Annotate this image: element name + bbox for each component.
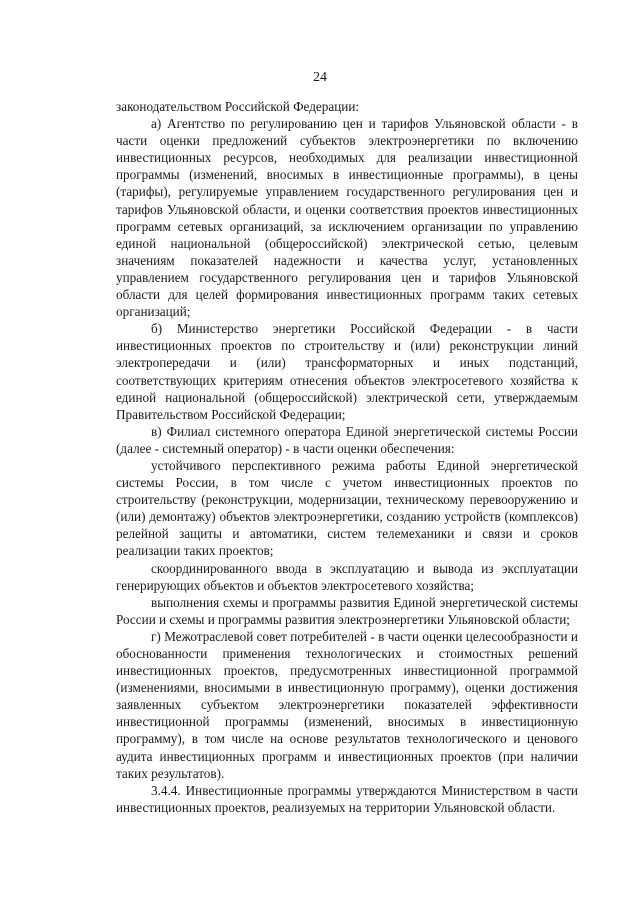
paragraph-stable-mode: устойчивого перспективного режима работы Единой энергетической системы России, в том числе с учетом инвестиционных проектов по строительству (реконструкции, модернизации, техническому перевооружению и (или) демонтажу) объектов электроэнергетики, созданию устройств (комплексов) релейной защиты и автоматики, систем телемеханики и связи и сроков реализации таких проектов; <box>116 457 578 559</box>
paragraph-3-4-4: 3.4.4. Инвестиционные программы утверждаются Министерством в части инвестиционных проектов, реализуемых на территории Ульяновской области. <box>116 782 578 815</box>
document-body <box>116 98 578 816</box>
paragraph-item-v: в) Филиал системного оператора Единой энергетической системы России (далее - системный оператор) - в части оценки обеспечения: <box>116 423 578 456</box>
paragraph-item-g: г) Межотраслевой совет потребителей - в части оценки целесообразности и обоснованности применения технологических и стоимостных решений инвестиционных проектов, предусмотренных инвестиционной программой (изменениями, вносимыми в инвестиционную программу), оценки достижения заявленных субъектом электроэнергетики показателей эффективности инвестиционной программы (изменений, вносимых в инвестиционную программу), в том числе на основе результатов технологического и ценового аудита инвестиционных программ и инвестиционных проектов (при наличии таких результатов). <box>116 628 578 781</box>
paragraph-law-ending: законодательством Российской Федерации: <box>116 99 360 114</box>
paragraph-scheme-execution: выполнения схемы и программы развития Единой энергетической системы России и схемы и программы развития электроэнергетики Ульяновской области; <box>116 594 578 627</box>
paragraph-item-a: а) Агентство по регулированию цен и тарифов Ульяновской области - в части оценки предложений субъектов электроэнергетики по включению инвестиционных ресурсов, необходимых для реализации инвестиционной программы (изменений, вносимых в инвестиционные программы), в цены (тарифы), регулируемые управлением государственного регулирования цен и тарифов Ульяновской области, и оценки соответствия проектов инвестиционных программ сетевых организаций, за исключением организации по управлению единой национальной (общероссийской) электрической сетью, целевым значениям показателей надежности и качества услуг, установленных управлением государственного регулирования цен и тарифов Ульяновской области для целей формирования инвестиционных программ таких сетевых организаций; <box>116 116 578 320</box>
page-number: 24 <box>313 70 327 85</box>
paragraph-item-b: б) Министерство энергетики Российской Федерации - в части инвестиционных проектов по строительству и (или) реконструкции линий электропередачи и (или) трансформаторных и иных подстанций, соответствующих критериям отнесения объектов электросетевого хозяйства к единой национальной (общероссийской) электрической сети, утверждаемым Правительством Российской Федерации; <box>116 321 578 422</box>
paragraph-coordinated-input: скоординированного ввода в эксплуатацию и вывода из эксплуатации генерирующих объектов и объектов электросетевого хозяйства; <box>116 560 578 593</box>
